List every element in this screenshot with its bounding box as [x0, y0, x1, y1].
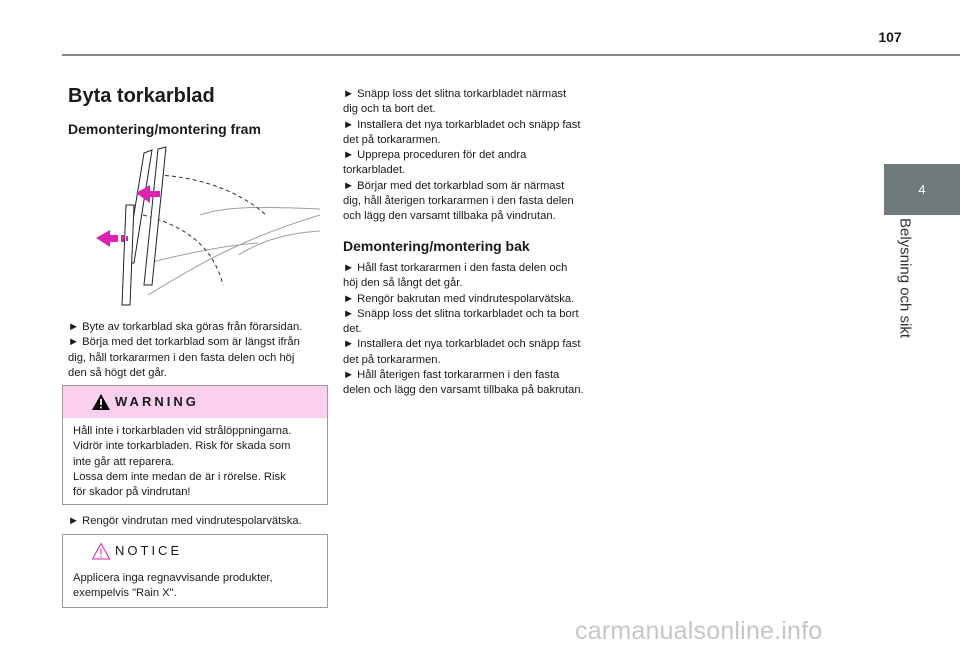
notice-line: exempelvis "Rain X". — [73, 587, 177, 600]
wiper-arm — [122, 205, 134, 305]
rear-steps — [343, 261, 584, 399]
page-title: Byta torkarblad — [68, 85, 215, 107]
step-line: dig, håll återigen torkararmen i den fasta delen — [343, 195, 574, 208]
warning-title: WARNING — [115, 394, 199, 409]
chapter-tab[interactable] — [884, 164, 960, 215]
notice-line: Applicera inga regnavvisande produkter, — [73, 572, 273, 584]
rear-step-line: det. — [343, 323, 362, 336]
warning-body — [63, 418, 327, 500]
step-line: torkarbladet. — [343, 164, 406, 177]
header-rule — [62, 54, 960, 56]
notice-title: NOTICE — [115, 543, 183, 558]
front-step-line: ► Börja med det torkarblad som är längst ifrån — [68, 336, 300, 349]
hood-line — [148, 215, 320, 295]
step-line: ► Börjar med det torkarblad som är närmast — [343, 179, 565, 192]
chapter-number: 4 — [918, 182, 926, 197]
page-number: 107 — [878, 29, 902, 45]
notice-body — [63, 567, 327, 602]
warning-header — [63, 386, 327, 418]
warning-line: Vidrör inte torkarbladen. Risk för skada som — [73, 440, 291, 453]
step-line: det på torkararmen. — [343, 133, 441, 146]
step-line: dig och ta bort det. — [343, 103, 436, 116]
pull-arrow-icon — [96, 230, 118, 247]
step-line: ► Snäpp loss det slitna torkarbladet närmast — [343, 88, 567, 100]
watermark: carmanualsonline.info — [575, 617, 823, 645]
windshield-edge — [200, 207, 320, 215]
front-step-line: den så högt det går. — [68, 366, 167, 379]
rear-step-line: delen och lägg den varsamt tillbaka på bakrutan. — [343, 384, 584, 397]
warning-box — [62, 385, 328, 505]
notice-box — [62, 534, 328, 608]
warning-line: inte går att reparera. — [73, 455, 175, 468]
front-section-heading: Demontering/montering fram — [68, 121, 261, 137]
warning-line: Håll inte i torkarbladen vid strålöppningarna. — [73, 425, 292, 437]
clean-step — [68, 514, 302, 529]
front-steps — [68, 320, 302, 381]
rear-step-line: höj den så långt det går. — [343, 277, 463, 290]
step-line: och lägg den varsamt tillbaka på vindrutan. — [343, 210, 556, 223]
step-line: ► Installera det nya torkarbladet och snäpp fast — [343, 118, 581, 131]
notice-icon — [91, 542, 111, 560]
wipe-arc-upper — [158, 175, 266, 215]
rear-step-line: ► Håll fast torkararmen i den fasta delen och — [343, 262, 568, 274]
warning-line: Lossa dem inte medan de är i rörelse. Risk — [73, 470, 286, 483]
front-step-line: dig, håll torkararmen i den fasta delen och höj — [68, 351, 295, 364]
front-step-line: ► Byte av torkarblad ska göras från förarsidan. — [68, 321, 303, 333]
chapter-title: Belysning och sikt — [896, 218, 914, 339]
rear-section-heading: Demontering/montering bak — [343, 238, 530, 254]
warning-icon — [91, 393, 111, 411]
rear-step-line: det på torkararmen. — [343, 353, 441, 366]
front-wiper-illustration — [88, 145, 320, 315]
chapter-title-vertical — [885, 218, 925, 378]
rear-step-line: ► Rengör bakrutan med vindrutespolarvätska. — [343, 292, 575, 305]
step-line: ► Upprepa proceduren för det andra — [343, 149, 527, 162]
clean-step-line: ► Rengör vindrutan med vindrutespolarvätska. — [68, 515, 302, 527]
notice-header — [63, 535, 327, 567]
rear-step-line: ► Installera det nya torkarbladet och snäpp fast — [343, 338, 581, 351]
front-steps-continued — [343, 87, 580, 225]
rear-step-line: ► Håll återigen fast torkararmen i den fasta — [343, 369, 560, 382]
warning-line: för skador på vindrutan! — [73, 486, 191, 499]
rear-step-line: ► Snäpp loss det slitna torkarbladet och ta bort — [343, 307, 579, 320]
